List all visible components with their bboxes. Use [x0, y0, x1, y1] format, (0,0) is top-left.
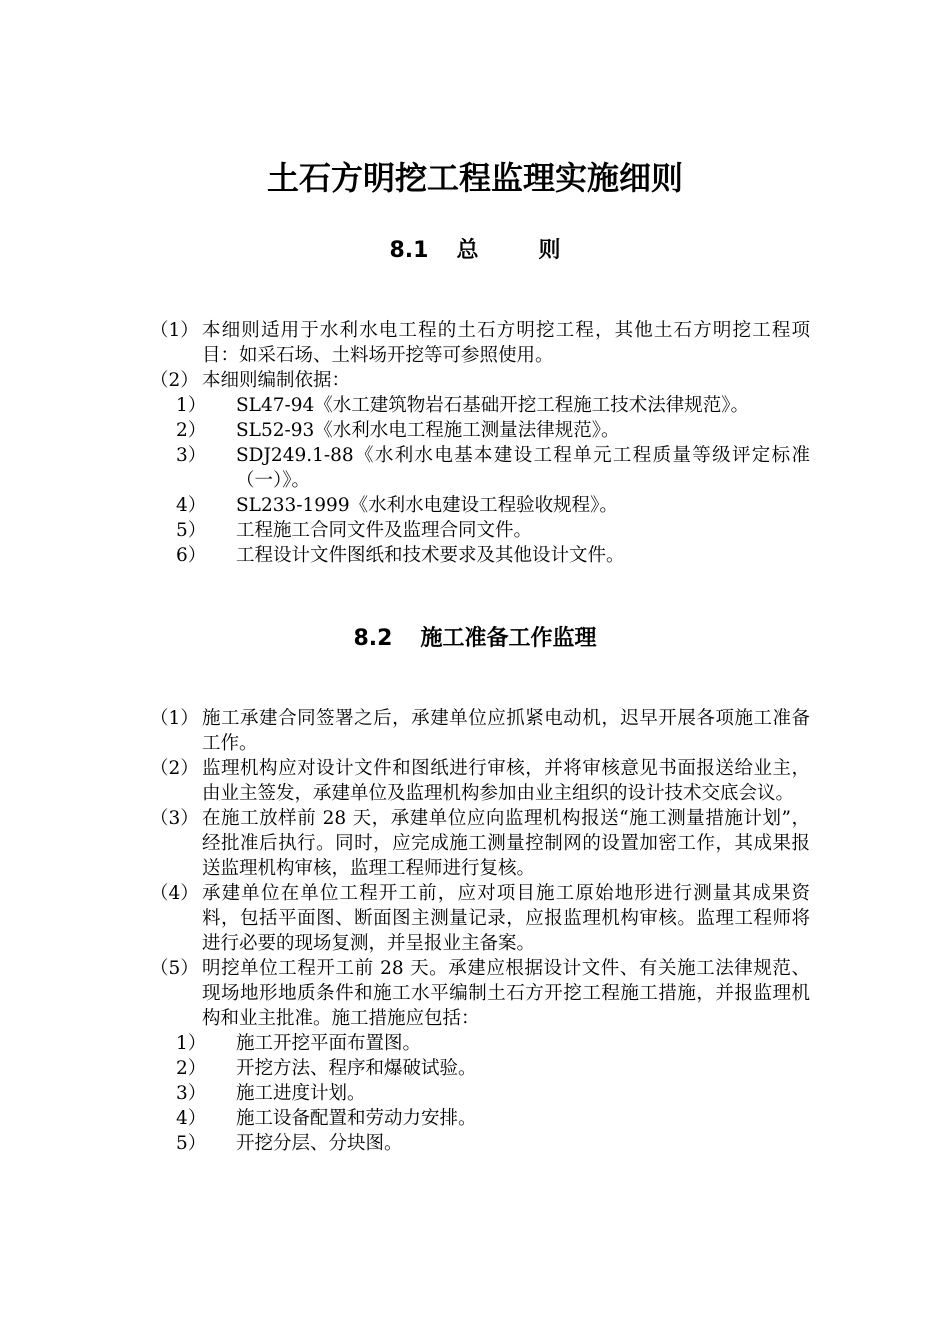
- document-title: 土石方明挖工程监理实施细则: [266, 159, 683, 197]
- sub-list-item: [150, 1031, 810, 1056]
- section-heading-char: 总: [456, 238, 539, 263]
- list-item: [150, 368, 810, 393]
- list-item-text: 本细则编制依据：: [202, 370, 351, 391]
- section-number: 8.1: [389, 238, 429, 263]
- sub-list-item: [150, 393, 810, 418]
- sub-list-item: [150, 1106, 810, 1131]
- list-item: [150, 318, 810, 368]
- list-item-text: 明挖单位工程开工前 28 天。承建应根据设计文件、有关施工法律规范、现场地形地质条件和施工水平编制土石方开挖工程施工措施，并报监理机构和业主批准。施工措施应包括：: [202, 958, 810, 1029]
- sub-list-item: [150, 543, 810, 568]
- section-number: 8.2: [353, 626, 393, 651]
- list-marker: （4）: [150, 883, 199, 904]
- list-marker: （5）: [150, 958, 199, 979]
- sub-list-item: [150, 493, 810, 518]
- list-item-text: 施工进度计划。: [236, 1083, 366, 1104]
- sub-list-item: [150, 418, 810, 443]
- list-marker: 3）: [176, 1083, 207, 1104]
- list-marker: （1）: [150, 320, 199, 341]
- list-item: [150, 881, 810, 956]
- list-marker: 4）: [176, 495, 207, 516]
- list-item-text: 工程施工合同文件及监理合同文件。: [236, 520, 533, 541]
- list-item: [150, 706, 810, 756]
- list-item: [150, 956, 810, 1031]
- list-item-text: 施工开挖平面布置图。: [236, 1033, 422, 1054]
- list-marker: 3）: [176, 445, 207, 466]
- section-heading-text: 施工准备工作监理: [420, 626, 597, 651]
- list-item-text: 承建单位在单位工程开工前，应对项目施工原始地形进行测量其成果资料，包括平面图、断面图主测量记录，应报监理机构审核。监理工程师将进行必要的现场复测，并呈报业主备案。: [202, 883, 810, 954]
- list-item-text: 工程设计文件图纸和技术要求及其他设计文件。: [236, 545, 625, 566]
- list-item-text: 监理机构应对设计文件和图纸进行审核，并将审核意见书面报送给业主，由业主签发，承建单位及监理机构参加由业主组织的设计技术交底会议。: [202, 758, 810, 804]
- list-marker: 6）: [176, 545, 207, 566]
- list-marker: （3）: [150, 808, 199, 829]
- list-marker: （2）: [150, 758, 199, 779]
- section-heading-8-2: [0, 624, 950, 654]
- list-marker: 5）: [176, 520, 207, 541]
- sub-list-item: [150, 443, 810, 493]
- list-item-text: SDJ249.1-88《水利水电基本建设工程单元工程质量等级评定标准（一）》。: [236, 445, 810, 491]
- list-marker: 4）: [176, 1108, 207, 1129]
- list-marker: 2）: [176, 1058, 207, 1079]
- list-item-text: 开挖分层、分块图。: [236, 1133, 403, 1154]
- list-item-text: 施工设备配置和劳动力安排。: [236, 1108, 477, 1129]
- list-item-text: SL47-94《水工建筑物岩石基础开挖工程施工技术法律规范》。: [236, 395, 750, 416]
- list-marker: 1）: [176, 1033, 207, 1054]
- sub-list-item: [150, 1081, 810, 1106]
- sub-list-item: [150, 1056, 810, 1081]
- list-marker: 5）: [176, 1133, 207, 1154]
- list-item-text: 开挖方法、程序和爆破试验。: [236, 1058, 477, 1079]
- list-item-text: SL52-93《水利水电工程施工测量法律规范》。: [236, 420, 620, 441]
- list-item-text: 在施工放样前 28 天，承建单位应向监理机构报送“施工测量措施计划”，经批准后执行。同时，应完成施工测量控制网的设置加密工作，其成果报送监理机构审核，监理工程师进行复核。: [202, 808, 810, 879]
- section-8-1-body: [150, 318, 810, 568]
- list-item: [150, 756, 810, 806]
- list-item-text: 施工承建合同签署之后，承建单位应抓紧电动机，迟早开展各项施工准备工作。: [202, 708, 810, 754]
- list-marker: 1）: [176, 395, 207, 416]
- list-item-text: 本细则适用于水利水电工程的土石方明挖工程，其他土石方明挖工程项目：如采石场、土料场开挖等可参照使用。: [202, 320, 810, 366]
- list-marker: （2）: [150, 370, 199, 391]
- sub-list-item: [150, 1131, 810, 1156]
- section-heading-8-1: [0, 236, 950, 266]
- list-marker: 2）: [176, 420, 207, 441]
- section-heading-char: 则: [538, 238, 561, 263]
- list-marker: （1）: [150, 708, 199, 729]
- section-8-2-body: [150, 706, 810, 1156]
- list-item-text: SL233-1999《水利水电建设工程验收规程》。: [236, 495, 618, 516]
- sub-list-item: [150, 518, 810, 543]
- list-item: [150, 806, 810, 881]
